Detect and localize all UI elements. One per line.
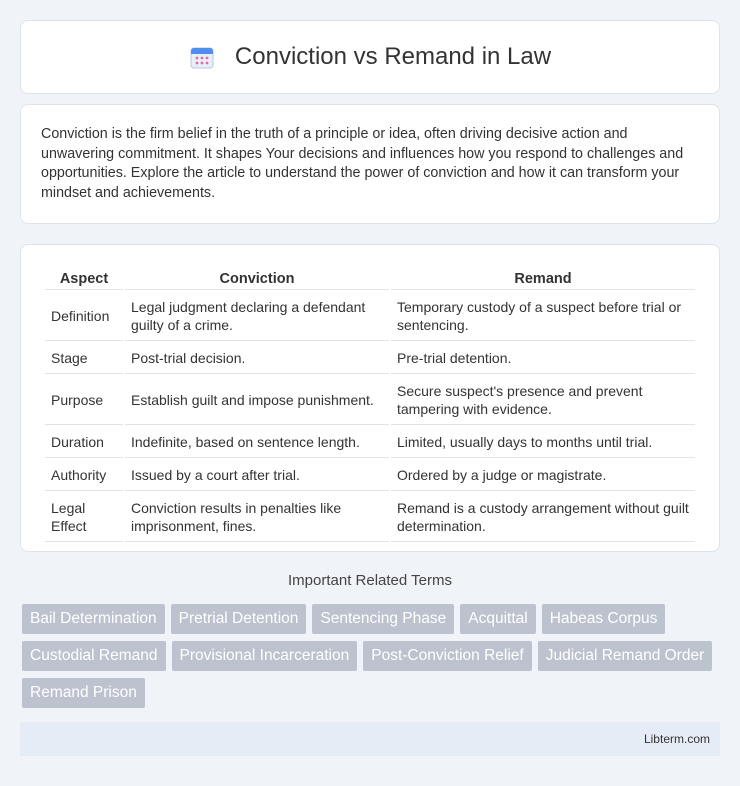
conviction-cell: Establish guilt and impose punishment.: [125, 376, 389, 425]
aspect-cell: Definition: [45, 292, 123, 341]
calendar-icon: [189, 44, 215, 70]
aspect-cell: Authority: [45, 460, 123, 491]
aspect-cell: Duration: [45, 427, 123, 458]
conviction-cell: Post-trial decision.: [125, 343, 389, 374]
related-term-tag[interactable]: Acquittal: [460, 604, 535, 634]
related-term-tag[interactable]: Sentencing Phase: [312, 604, 454, 634]
table-row: [45, 343, 695, 374]
header-conviction: Conviction: [125, 267, 389, 290]
table-row: [45, 493, 695, 542]
remand-cell: Pre-trial detention.: [391, 343, 695, 374]
conviction-cell: Issued by a court after trial.: [125, 460, 389, 491]
remand-cell: Temporary custody of a suspect before trial or sentencing.: [391, 292, 695, 341]
related-terms-title: Important Related Terms: [288, 572, 452, 589]
remand-cell: Secure suspect's presence and prevent tampering with evidence.: [391, 376, 695, 425]
remand-cell: Remand is a custody arrangement without guilt determination.: [391, 493, 695, 542]
table-row: [45, 427, 695, 458]
page-title: Conviction vs Remand in Law: [234, 43, 552, 70]
related-term-tag[interactable]: Post-Conviction Relief: [363, 641, 531, 671]
footer: [20, 722, 720, 756]
table-row: [45, 460, 695, 491]
conviction-cell: Conviction results in penalties like imprisonment, fines.: [125, 493, 389, 542]
table-row: [45, 292, 695, 341]
aspect-cell: Legal Effect: [45, 493, 123, 542]
remand-cell: Limited, usually days to months until trial.: [391, 427, 695, 458]
intro-text: Conviction is the firm belief in the truth of a principle or idea, often driving decisive action and unwavering commitment. It shapes Your decisions and influences how you respond to challenges and opportunities. Explore the article to understand the power of conviction and how it can transform your mindset and achievements.: [41, 126, 684, 201]
header-card: [20, 20, 720, 94]
table-header-row: [45, 267, 695, 290]
related-term-tag[interactable]: Remand Prison: [22, 678, 145, 708]
aspect-cell: Purpose: [45, 376, 123, 425]
related-term-tag[interactable]: Custodial Remand: [22, 641, 166, 671]
header-remand: Remand: [391, 267, 695, 290]
related-term-tag[interactable]: Bail Determination: [22, 604, 165, 634]
related-term-tag[interactable]: Judicial Remand Order: [538, 641, 713, 671]
footer-site-link[interactable]: Libterm.com: [643, 732, 710, 746]
aspect-cell: Stage: [45, 343, 123, 374]
comparison-table: [43, 265, 697, 544]
conviction-cell: Legal judgment declaring a defendant guilty of a crime.: [125, 292, 389, 341]
table-row: [45, 376, 695, 425]
related-terms-list: [22, 604, 722, 715]
header-aspect: Aspect: [45, 267, 123, 290]
related-term-tag[interactable]: Pretrial Detention: [171, 604, 307, 634]
intro-card: [20, 104, 720, 224]
related-term-tag[interactable]: Provisional Incarceration: [172, 641, 358, 671]
related-term-tag[interactable]: Habeas Corpus: [542, 604, 666, 634]
comparison-table-card: [20, 244, 720, 552]
conviction-cell: Indefinite, based on sentence length.: [125, 427, 389, 458]
remand-cell: Ordered by a judge or magistrate.: [391, 460, 695, 491]
